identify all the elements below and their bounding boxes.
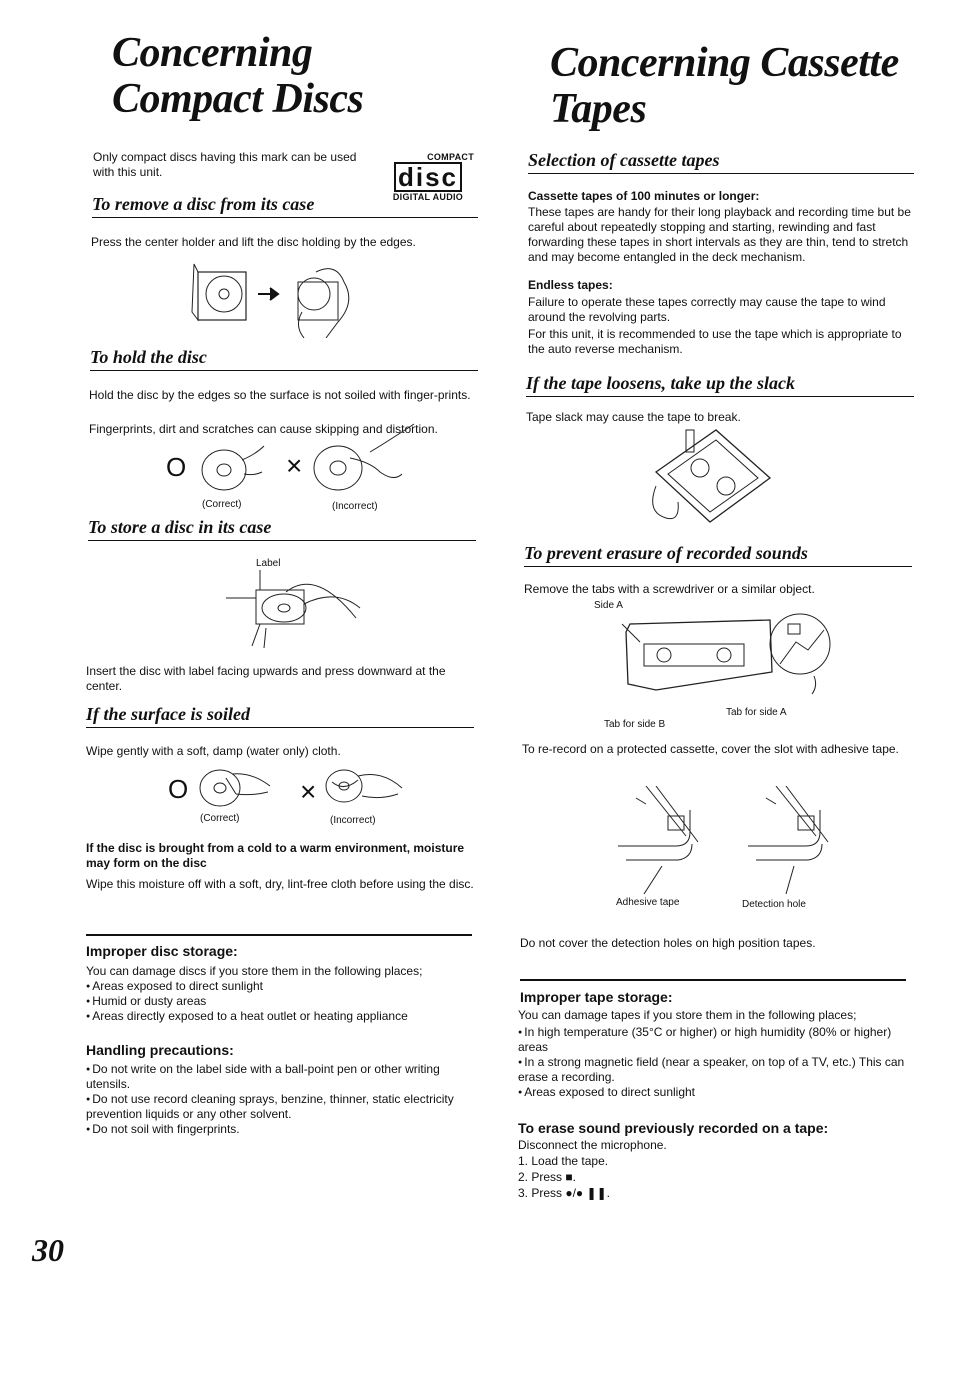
hold-disc-title: To hold the disc [90, 346, 478, 371]
hold-incorrect-illustration [310, 422, 420, 494]
detection-hole-label: Detection hole [742, 899, 806, 910]
list-item: 1. Load the tape. [518, 1154, 609, 1168]
page-number: 30 [32, 1232, 64, 1268]
slack-title: If the tape loosens, take up the slack [526, 372, 914, 397]
hold-incorrect-label: (Incorrect) [332, 501, 378, 512]
selection-sub1: Cassette tapes of 100 minutes or longer: [528, 189, 760, 203]
improper-tape-storage-list [518, 1025, 910, 1100]
rerecord-text: To re-record on a protected cassette, cover the slot with adhesive tape. [522, 742, 899, 756]
tab-side-b-label: Tab for side B [604, 719, 666, 730]
tab-side-a-label: Tab for side A [726, 707, 787, 718]
erasure-title: To prevent erasure of recorded sounds [524, 542, 912, 567]
list-item: ● In a strong magnetic field (near a speaker, on top of a TV, etc.) This can erase a recording. [518, 1055, 910, 1085]
hold-incorrect-mark: × [286, 450, 303, 481]
improper-disc-storage-list [86, 979, 476, 1024]
remove-disc-illustration [186, 252, 376, 338]
soiled-correct-label: (Correct) [200, 813, 240, 824]
soiled-text: Wipe gently with a soft, damp (water only) cloth. [86, 744, 341, 758]
selection-title: Selection of cassette tapes [528, 149, 914, 174]
erase-tape-steps [518, 1153, 610, 1201]
soiled-correct-mark: O [168, 774, 189, 804]
left-title-line1: Concerning [112, 30, 313, 76]
right-section-rule [520, 979, 906, 981]
right-title-line1: Concerning Cassette [550, 40, 899, 86]
tab-removal-illustration [620, 610, 840, 706]
right-title-line2: Tapes [550, 86, 647, 132]
handling-precautions-title: Handling precautions: [86, 1042, 234, 1058]
adhesive-tape-illustration [616, 786, 716, 896]
left-title-line2: Compact Discs [112, 76, 364, 122]
list-item: ● Do not soil with fingerprints. [86, 1122, 476, 1137]
side-a-label: Side A [594, 600, 623, 611]
store-disc-title: To store a disc in its case [88, 516, 476, 541]
list-item: 3. Press ●/● ❚❚. [518, 1186, 610, 1200]
handling-precautions-list [86, 1062, 476, 1137]
logo-compact-text: COMPACT [427, 152, 474, 162]
remove-disc-title: To remove a disc from its case [92, 193, 478, 218]
selection-text1: These tapes are handy for their long playback and recording time but be careful about repeatedly stopping and starting, rewinding and fast forwarding these tapes in short intervals as they are thin, tend to stretch and may become entangled in the deck mechanism. [528, 205, 911, 264]
improper-tape-storage-intro: You can damage tapes if you store them in the following places; [518, 1008, 857, 1022]
adhesive-tape-label: Adhesive tape [616, 897, 680, 908]
store-disc-illustration [226, 568, 366, 648]
hold-disc-text2: Fingerprints, dirt and scratches can cause skipping and distortion. [89, 422, 438, 436]
slack-text: Tape slack may cause the tape to break. [526, 410, 741, 424]
list-item: ● In high temperature (35°C or higher) or high humidity (80% or higher) areas [518, 1025, 910, 1055]
detection-note: Do not cover the detection holes on high position tapes. [520, 936, 816, 950]
store-label-callout: Label [256, 558, 281, 569]
soiled-incorrect-illustration [322, 766, 412, 812]
soiled-correct-illustration [196, 766, 276, 812]
list-item: ● Do not use record cleaning sprays, benzine, thinner, static electricity prevention liquids or any other solvent. [86, 1092, 476, 1122]
list-item: ● Areas directly exposed to a heat outlet or heating appliance [86, 1009, 476, 1024]
hold-correct-mark: O [166, 452, 187, 482]
store-disc-text: Insert the disc with label facing upwards and press downward at the center. [86, 664, 446, 693]
logo-disc-text: disc [394, 162, 462, 192]
moisture-heading: If the disc is brought from a cold to a warm environment, moisture may form on the disc [86, 841, 465, 870]
list-item: ● Areas exposed to direct sunlight [86, 979, 476, 994]
left-main-title [112, 30, 363, 122]
erase-tape-title: To erase sound previously recorded on a tape: [518, 1120, 829, 1136]
erasure-text: Remove the tabs with a screwdriver or a similar object. [524, 582, 815, 596]
moisture-text: Wipe this moisture off with a soft, dry, lint-free cloth before using the disc. [86, 877, 474, 891]
hold-correct-label: (Correct) [202, 499, 242, 510]
erase-tape-intro: Disconnect the microphone. [518, 1138, 667, 1152]
soiled-incorrect-mark: × [300, 776, 317, 807]
detection-hole-illustration [746, 786, 846, 896]
tape-slack-illustration [646, 422, 776, 530]
improper-disc-storage-intro: You can damage discs if you store them in the following places; [86, 964, 423, 978]
list-item: ● Humid or dusty areas [86, 994, 476, 1009]
selection-sub2: Endless tapes: [528, 278, 613, 292]
logo-digital-audio-text: DIGITAL AUDIO [392, 192, 464, 202]
disc-intro-text: Only compact discs having this mark can be used with this unit. [93, 150, 357, 179]
list-item: 2. Press ■. [518, 1170, 576, 1184]
selection-text2b: For this unit, it is recommended to use the tape which is appropriate to the auto reverse mechanism. [528, 327, 902, 356]
list-item: ● Areas exposed to direct sunlight [518, 1085, 910, 1100]
right-main-title [550, 40, 930, 132]
left-section-rule [86, 934, 472, 936]
soiled-incorrect-label: (Incorrect) [330, 815, 376, 826]
improper-tape-storage-title: Improper tape storage: [520, 989, 673, 1005]
improper-disc-storage-title: Improper disc storage: [86, 943, 238, 959]
hold-correct-illustration [198, 444, 268, 494]
list-item: ● Do not write on the label side with a ball-point pen or other writing utensils. [86, 1062, 476, 1092]
hold-disc-text1: Hold the disc by the edges so the surface is not soiled with finger-prints. [89, 388, 471, 402]
soiled-title: If the surface is soiled [86, 703, 474, 728]
selection-text2a: Failure to operate these tapes correctly may cause the tape to wind around the revolving parts. [528, 295, 886, 324]
remove-disc-text: Press the center holder and lift the disc holding by the edges. [91, 235, 416, 249]
